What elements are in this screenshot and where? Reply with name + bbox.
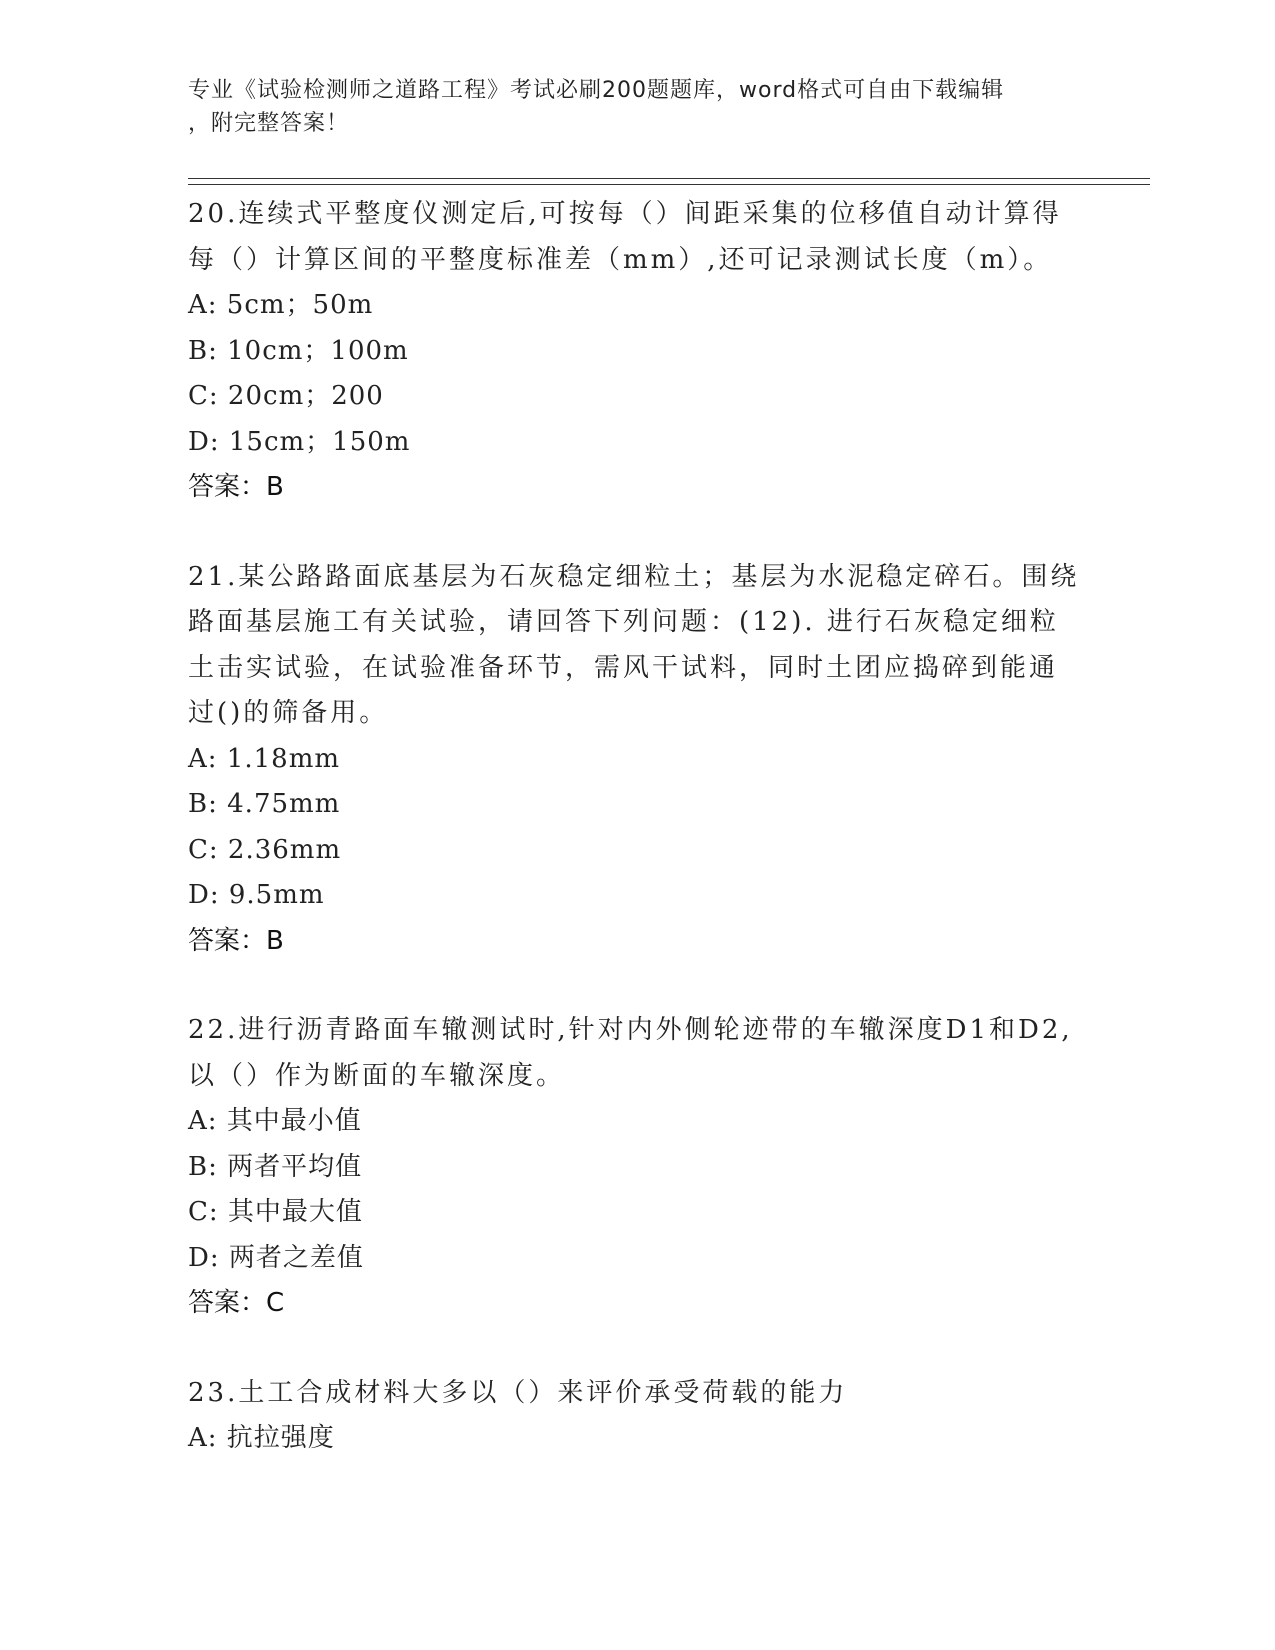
stem-line: 22.进行沥青路面车辙测试时,针对内外侧轮迹带的车辙深度D1和D2, (188, 1015, 1073, 1045)
answer: 答案：B (188, 472, 284, 502)
option-a: A: 抗拉强度 (188, 1423, 335, 1453)
question-list (188, 192, 1088, 1506)
option-d: D: 两者之差值 (188, 1242, 364, 1273)
stem-line: 每（）计算区间的平整度标准差（mm）,还可记录测试长度（m）。 (188, 244, 1053, 275)
option-b: B: 10cm；100m (188, 335, 409, 366)
answer: 答案：C (188, 1288, 285, 1318)
option-d: D: 9.5mm (188, 880, 325, 910)
option-a: A: 其中最小值 (188, 1106, 362, 1136)
option-c: C: 20cm；200 (188, 381, 384, 411)
question-20 (188, 192, 1088, 511)
question-stem (188, 555, 1088, 737)
answer: 答案：B (188, 925, 284, 956)
option-a: A: 5cm；50m (188, 290, 374, 320)
stem-line: 23.土工合成材料大多以（）来评价承受荷载的能力 (188, 1377, 848, 1408)
stem-line: 20.连续式平整度仪测定后,可按每（）间距采集的位移值自动计算得 (188, 199, 1062, 229)
header-divider-top (188, 178, 1150, 179)
question-22 (188, 1008, 1088, 1327)
option-b: B: 4.75mm (188, 789, 341, 819)
option-c: C: 2.36mm (188, 834, 342, 865)
header-divider-bottom (188, 184, 1150, 185)
stem-line: 21.某公路路面底基层为石灰稳定细粒土；基层为水泥稳定碎石。围绕 (188, 561, 1080, 592)
stem-line: 路面基层施工有关试验，请回答下列问题：(12). 进行石灰稳定细粒 (188, 607, 1059, 637)
stem-line: 以（）作为断面的车辙深度。 (188, 1060, 566, 1091)
question-stem (188, 192, 1088, 283)
header-line-2: ，附完整答案！ (188, 111, 350, 136)
document-header (188, 74, 1088, 140)
question-stem (188, 1008, 1088, 1099)
option-a: A: 1.18mm (188, 743, 340, 774)
question-stem (188, 1371, 1088, 1417)
option-d: D: 15cm；150m (188, 426, 411, 457)
header-line-1: 专业《试验检测师之道路工程》考试必刷200题题库，word格式可自由下载编辑 (188, 78, 1005, 103)
question-21 (188, 555, 1088, 965)
stem-line: 过()的筛备用。 (188, 698, 389, 728)
option-b: B: 两者平均值 (188, 1151, 363, 1182)
question-23 (188, 1371, 1088, 1462)
option-c: C: 其中最大值 (188, 1197, 363, 1227)
stem-line: 土击实试验，在试验准备环节，需风干试料，同时土团应捣碎到能通 (188, 652, 1059, 683)
